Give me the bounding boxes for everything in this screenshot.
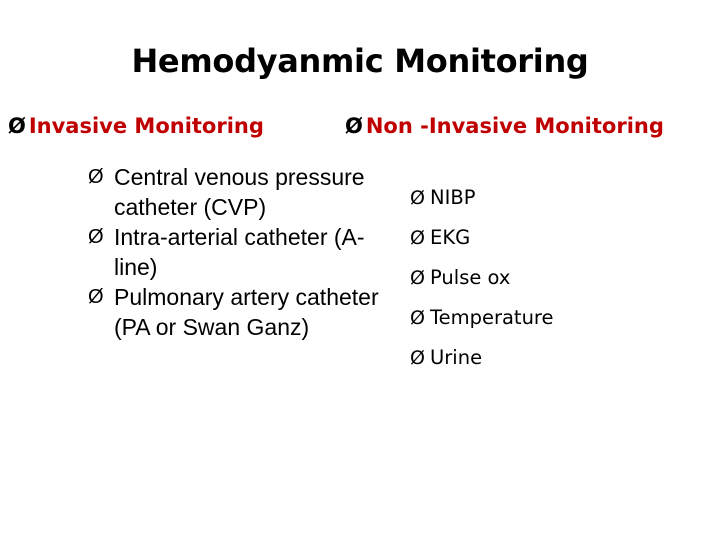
list-item xyxy=(410,218,710,258)
arrow-bullet-icon: Ø xyxy=(8,114,26,138)
arrow-bullet-icon: Ø xyxy=(410,227,425,249)
list-item-label: Pulmonary artery catheter (PA or Swan Ganz) xyxy=(114,284,379,340)
slide-title: Hemodyanmic Monitoring xyxy=(131,42,589,80)
arrow-bullet-icon: Ø xyxy=(410,267,425,289)
arrow-bullet-icon: Ø xyxy=(410,187,425,209)
non-invasive-heading xyxy=(345,114,664,139)
list-item xyxy=(88,162,388,222)
list-item-label: EKG xyxy=(430,226,471,249)
list-item xyxy=(410,178,710,218)
arrow-bullet-icon: Ø xyxy=(88,286,104,308)
invasive-heading xyxy=(8,114,264,139)
list-item-label: Central venous pressure catheter (CVP) xyxy=(114,164,365,220)
non-invasive-heading-label: Non -Invasive Monitoring xyxy=(365,114,664,138)
invasive-list xyxy=(88,162,388,342)
list-item xyxy=(410,338,710,378)
list-item xyxy=(88,282,388,342)
list-item xyxy=(88,222,388,282)
list-item xyxy=(410,298,710,338)
arrow-bullet-icon: Ø xyxy=(88,166,104,188)
arrow-bullet-icon: Ø xyxy=(88,226,104,248)
list-item-label: Temperature xyxy=(430,306,554,329)
list-item-label: Intra-arterial catheter (A-line) xyxy=(114,224,365,280)
arrow-bullet-icon: Ø xyxy=(345,114,363,138)
list-item xyxy=(410,258,710,298)
list-item-label: Urine xyxy=(430,346,483,369)
list-item-label: Pulse ox xyxy=(430,266,511,289)
list-item-label: NIBP xyxy=(430,186,476,209)
arrow-bullet-icon: Ø xyxy=(410,347,425,369)
arrow-bullet-icon: Ø xyxy=(410,307,425,329)
non-invasive-list xyxy=(410,178,710,378)
invasive-heading-label: Invasive Monitoring xyxy=(28,114,264,138)
